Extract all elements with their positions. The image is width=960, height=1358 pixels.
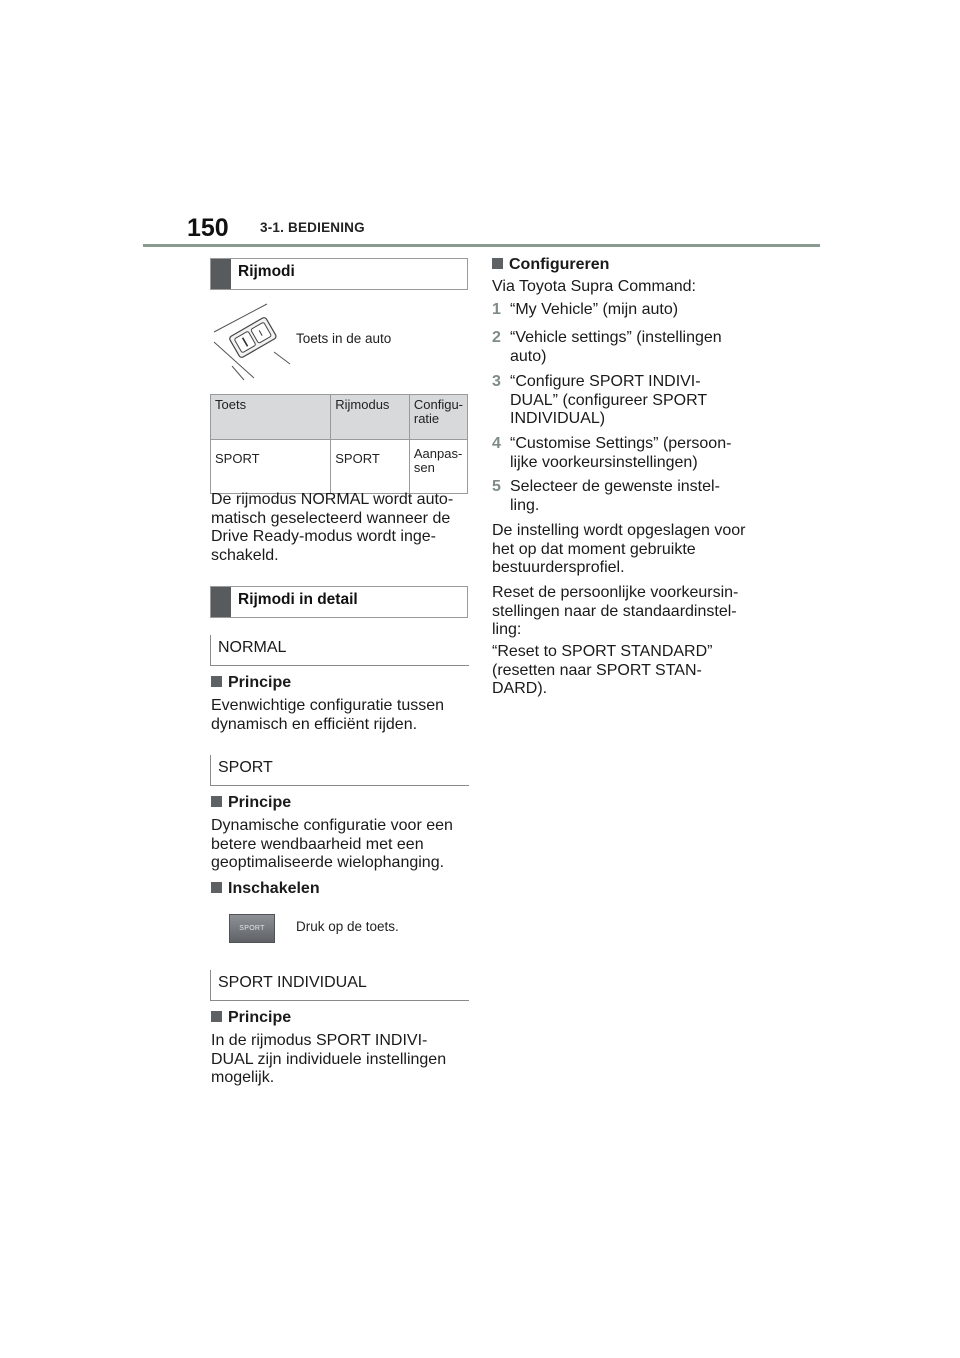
text-line: DARD). — [492, 680, 548, 697]
text-line: auto) — [510, 347, 547, 365]
text-line: ling. — [510, 496, 540, 514]
step-text — [510, 435, 731, 472]
configureren-intro: Via Toyota Supra Command: — [492, 278, 696, 295]
text-line: schakeld. — [211, 546, 279, 564]
step-text — [510, 373, 707, 429]
reset-text — [492, 584, 738, 640]
individual-principe-text — [211, 1032, 446, 1088]
saved-text — [492, 522, 745, 578]
table-cell — [409, 440, 467, 494]
subhead-inschakelen — [211, 880, 320, 898]
section-title: Rijmodi — [238, 263, 295, 280]
rijmodi-paragraph — [211, 491, 453, 565]
text-line: Reset de persoonlijke voorkeursin- — [492, 584, 739, 601]
text-line: het op dat moment gebruikte — [492, 540, 696, 558]
drive-mode-table — [210, 394, 468, 494]
mode-label-normal — [210, 635, 469, 666]
text-line: ling: — [492, 621, 522, 638]
text-line: “Customise Settings” (persoon- — [510, 435, 732, 452]
chapter-title: 3-1. BEDIENING — [260, 220, 365, 235]
text-line: DUAL zijn individuele instellingen — [211, 1050, 447, 1068]
text-line: bestuurdersprofiel. — [492, 559, 625, 576]
mode-label-text: SPORT INDIVIDUAL — [218, 974, 367, 991]
text-line: “Configure SPORT INDIVI- — [510, 373, 701, 390]
subhead-text: Configureren — [509, 256, 610, 273]
subhead-text: Principe — [228, 1009, 292, 1026]
subhead-text: Inschakelen — [228, 880, 320, 897]
table-header-row — [211, 395, 468, 440]
step-number: 4 — [492, 435, 501, 452]
section-title: Rijmodi in detail — [238, 591, 358, 608]
subhead-principe — [211, 794, 291, 812]
table-header-cell: Toets — [211, 395, 331, 440]
subhead-configureren — [492, 256, 609, 274]
table-cell: SPORT — [211, 440, 331, 494]
bullet-square-icon — [211, 1011, 222, 1022]
figure-caption: Toets in de auto — [296, 331, 392, 346]
cell-line: Aanpas- — [413, 446, 463, 461]
header-line: Configu- — [413, 397, 463, 412]
bullet-square-icon — [211, 796, 222, 807]
text-line: betere wendbaarheid met een — [211, 835, 424, 853]
subhead-text: Principe — [228, 674, 292, 691]
mode-label-sport — [210, 755, 469, 786]
section-header-bar — [211, 259, 231, 289]
button-caption: Druk op de toets. — [296, 919, 399, 934]
step-text — [510, 329, 722, 366]
section-header-bar — [211, 587, 231, 617]
reset-command — [492, 643, 713, 699]
subhead-principe — [211, 1009, 291, 1027]
page-number: 150 — [187, 214, 229, 242]
header-line: ratie — [413, 410, 440, 426]
step-text — [510, 301, 678, 320]
subhead-principe — [211, 674, 291, 692]
text-line: Selecteer de gewenste instel- — [510, 478, 720, 495]
step-number: 5 — [492, 478, 501, 495]
cell-line: sen — [413, 459, 435, 475]
table-cell: SPORT — [331, 440, 410, 494]
text-line: DUAL” (configureer SPORT — [510, 391, 708, 409]
table-header-cell — [409, 395, 467, 440]
text-line: dynamisch en efficiënt rijden. — [211, 715, 418, 733]
mode-label-text: SPORT — [218, 759, 273, 776]
text-line: INDIVIDUAL) — [510, 410, 606, 427]
step-text — [510, 478, 720, 515]
text-line: mogelijk. — [211, 1069, 275, 1086]
mode-label-text: NORMAL — [218, 639, 287, 656]
sport-button-icon: SPORT — [229, 914, 275, 943]
text-line: matisch geselecteerd wanneer de — [211, 509, 451, 527]
section-header-detail — [210, 586, 468, 618]
mode-label-sport-individual — [210, 970, 469, 1001]
table-header-cell: Rijmodus — [331, 395, 410, 440]
text-line: “My Vehicle” (mijn auto) — [510, 301, 679, 318]
bullet-square-icon — [492, 258, 503, 269]
step-number: 1 — [492, 301, 501, 318]
text-line: “Reset to SPORT STANDARD” — [492, 643, 713, 660]
sport-principe-text — [211, 817, 453, 873]
text-line: stellingen naar de standaardinstel- — [492, 602, 737, 620]
text-line: geoptimaliseerde wielophanging. — [211, 854, 445, 871]
text-line: De instelling wordt opgeslagen voor — [492, 522, 746, 539]
text-line: Dynamische configuratie voor een — [211, 817, 453, 834]
text-line: In de rijmodus SPORT INDIVI- — [211, 1032, 428, 1049]
text-line: Drive Ready-modus wordt inge- — [211, 528, 436, 545]
bullet-square-icon — [211, 882, 222, 893]
drive-mode-switch-illustration — [212, 302, 292, 382]
step-number: 2 — [492, 329, 501, 346]
text-line: lijke voorkeursinstellingen) — [510, 453, 698, 471]
step-number: 3 — [492, 373, 501, 390]
text-line: (resetten naar SPORT STAN- — [492, 661, 702, 679]
normal-principe-text — [211, 697, 444, 734]
text-line: Evenwichtige configuratie tussen — [211, 697, 445, 714]
section-header-rijmodi — [210, 258, 468, 290]
bullet-square-icon — [211, 676, 222, 687]
table-row — [211, 440, 468, 494]
subhead-text: Principe — [228, 794, 292, 811]
text-line: De rijmodus NORMAL wordt auto- — [211, 491, 454, 508]
header-rule — [143, 244, 820, 247]
text-line: “Vehicle settings” (instellingen — [510, 329, 722, 346]
